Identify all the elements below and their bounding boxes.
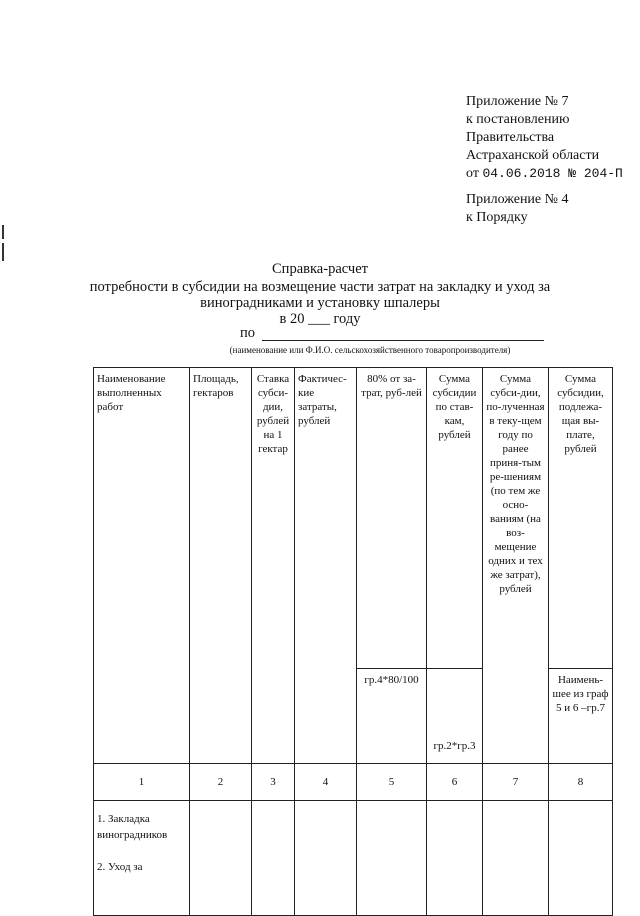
appendix-4-line: к Порядку bbox=[466, 210, 528, 225]
formula-col-6: гр.2*гр.3 bbox=[427, 669, 483, 764]
table-cell bbox=[295, 801, 357, 916]
appendix-7-line: к постановлению bbox=[466, 112, 570, 127]
producer-name-note: (наименование или Ф.И.О. сельскохозяйственного товаропроизводителя) bbox=[229, 345, 511, 355]
row-item-2: 2. Уход за bbox=[97, 861, 143, 873]
column-number: 7 bbox=[483, 764, 549, 801]
column-number: 6 bbox=[427, 764, 483, 801]
table-cell bbox=[427, 801, 483, 916]
date-prefix: от bbox=[466, 166, 479, 181]
producer-name-line bbox=[262, 340, 544, 341]
table-row bbox=[94, 801, 613, 916]
row-item-1: 1. Закладка виноградников bbox=[97, 813, 168, 841]
appendix-4-line: Приложение № 4 bbox=[466, 192, 569, 207]
column-number: 1 bbox=[94, 764, 190, 801]
table-cell bbox=[357, 801, 427, 916]
table-cell bbox=[252, 801, 295, 916]
appendix-4-block bbox=[466, 191, 569, 227]
appendix-7-line: Астраханской области bbox=[466, 148, 600, 163]
document-title-2: потребности в субсидии на возмещение части затрат на закладку и уход за bbox=[89, 279, 551, 295]
margin-mark bbox=[2, 225, 4, 239]
document-title-1: Справка-расчет bbox=[272, 261, 368, 277]
document-title-3: виноградниками и установку шпалеры bbox=[200, 295, 440, 311]
header-subsidy-by-rate: Сумма субсидии по став-кам, рублей bbox=[427, 368, 483, 669]
row-work-name bbox=[94, 801, 190, 916]
table-numbering-row bbox=[94, 764, 613, 801]
header-subsidy-received: Сумма субси-дии, по-лученная в теку-щем году по ранее приня-тым ре-шениям (по тем же осно-ваниям (на воз-мещение одних и тех же затрат), рублей bbox=[483, 368, 549, 764]
header-80-percent: 80% от за-трат, руб-лей bbox=[357, 368, 427, 669]
appendix-7-line: Правительства bbox=[466, 130, 555, 145]
appendix-7-line: Приложение № 7 bbox=[466, 94, 569, 109]
appendix-7-block bbox=[466, 93, 623, 183]
header-work-name: Наименование выполненных работ bbox=[94, 368, 190, 764]
header-area: Площадь, гектаров bbox=[190, 368, 252, 764]
column-number: 5 bbox=[357, 764, 427, 801]
header-actual-costs: Фактичес-кие затраты, рублей bbox=[295, 368, 357, 764]
column-number: 4 bbox=[295, 764, 357, 801]
table-cell bbox=[483, 801, 549, 916]
date-number: 04.06.2018 № 204-П bbox=[482, 166, 623, 181]
table-cell bbox=[190, 801, 252, 916]
document-title-year: в 20 ___ году bbox=[279, 311, 361, 327]
header-rate: Ставка субси-дии, рублей на 1 гектар bbox=[252, 368, 295, 764]
column-number: 8 bbox=[549, 764, 613, 801]
po-label: по bbox=[240, 325, 256, 341]
column-number: 2 bbox=[190, 764, 252, 801]
formula-col-8: Наимень-шее из граф 5 и 6 –гр.7 bbox=[549, 669, 613, 764]
calculation-table bbox=[93, 367, 613, 916]
column-number: 3 bbox=[252, 764, 295, 801]
table-cell bbox=[549, 801, 613, 916]
appendix-7-date-line bbox=[466, 165, 623, 183]
margin-mark bbox=[2, 243, 4, 261]
formula-col-5: гр.4*80/100 bbox=[357, 669, 427, 764]
table-header-row bbox=[94, 368, 613, 669]
header-subsidy-to-pay: Сумма субсидии, подлежа-щая вы-плате, рублей bbox=[549, 368, 613, 669]
